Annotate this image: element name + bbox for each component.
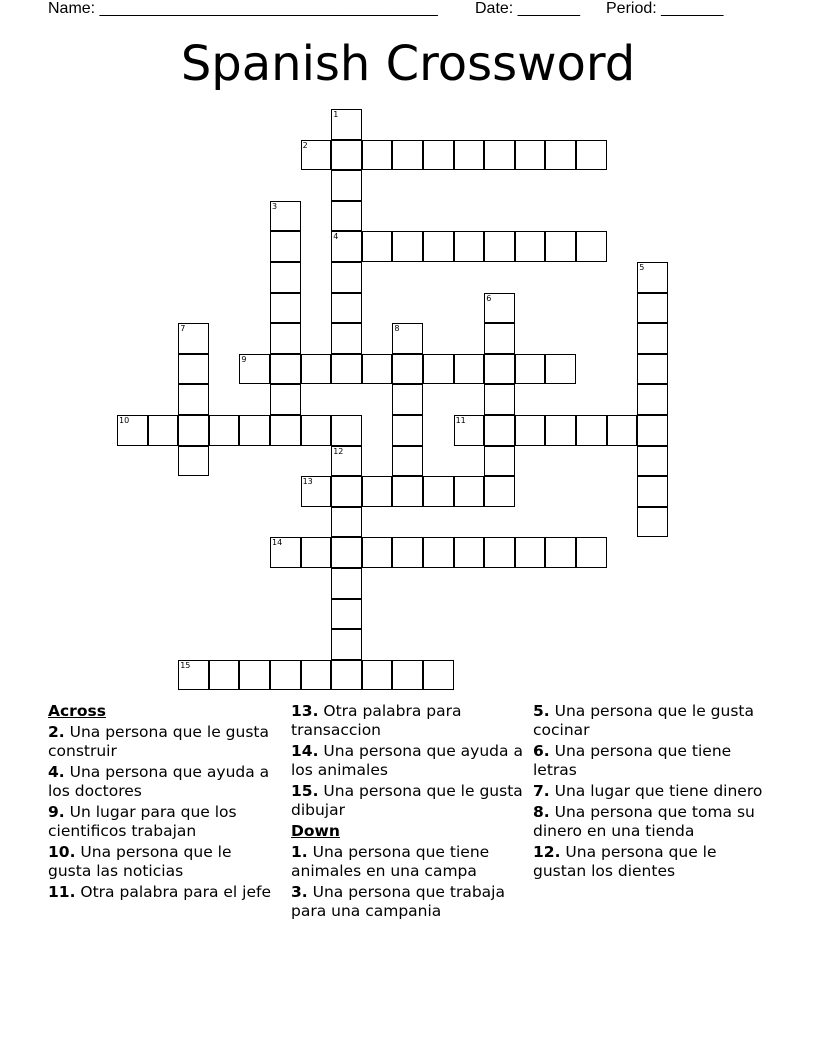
- crossword-cell[interactable]: [392, 476, 423, 507]
- clue-down-7: 7. Una lugar que tiene dinero: [533, 782, 763, 800]
- crossword-cell[interactable]: [301, 476, 332, 507]
- name-field[interactable]: Name: ______________________________________: [48, 0, 438, 17]
- crossword-cell[interactable]: [331, 568, 362, 599]
- crossword-cell[interactable]: [392, 354, 423, 385]
- crossword-cell[interactable]: [362, 476, 393, 507]
- crossword-cell[interactable]: [637, 415, 668, 446]
- crossword-cell[interactable]: [362, 231, 393, 262]
- crossword-cell[interactable]: [178, 660, 209, 691]
- crossword-cell[interactable]: [270, 354, 301, 385]
- crossword-cell[interactable]: [331, 323, 362, 354]
- crossword-cell[interactable]: [392, 323, 423, 354]
- clue-down-12: 12. Una persona que le gustan los dientes: [533, 843, 717, 880]
- crossword-cell[interactable]: [362, 140, 393, 171]
- crossword-cell[interactable]: [239, 415, 270, 446]
- clue-across-14: 14. Una persona que ayuda a los animales: [291, 742, 523, 779]
- clue-across-10: 10. Una persona que le gusta las noticias: [48, 843, 232, 880]
- crossword-cell[interactable]: [270, 201, 301, 232]
- crossword-cell[interactable]: [545, 354, 576, 385]
- crossword-cell[interactable]: [454, 140, 485, 171]
- crossword-cell[interactable]: [576, 415, 607, 446]
- crossword-cell[interactable]: [362, 537, 393, 568]
- crossword-cell[interactable]: [331, 201, 362, 232]
- crossword-cell[interactable]: [301, 537, 332, 568]
- crossword-cell[interactable]: [637, 323, 668, 354]
- crossword-cell[interactable]: [515, 354, 546, 385]
- crossword-cell[interactable]: [515, 140, 546, 171]
- crossword-cell[interactable]: [484, 446, 515, 477]
- crossword-cell[interactable]: [545, 537, 576, 568]
- clue-number: 11: [455, 416, 466, 425]
- crossword-cell[interactable]: [423, 476, 454, 507]
- crossword-cell[interactable]: [270, 262, 301, 293]
- crossword-cell[interactable]: [515, 537, 546, 568]
- crossword-cell[interactable]: [209, 415, 240, 446]
- crossword-cell[interactable]: [423, 140, 454, 171]
- crossword-cell[interactable]: [270, 660, 301, 691]
- crossword-cell[interactable]: [607, 415, 638, 446]
- crossword-cell[interactable]: [209, 660, 240, 691]
- down-heading: Down: [291, 822, 340, 840]
- crossword-cell[interactable]: [270, 323, 301, 354]
- crossword-cell[interactable]: [331, 629, 362, 660]
- period-field[interactable]: Period: _______: [606, 0, 724, 17]
- crossword-cell[interactable]: [362, 660, 393, 691]
- clue-number: 5: [639, 263, 645, 272]
- crossword-cell[interactable]: [484, 537, 515, 568]
- crossword-cell[interactable]: [576, 537, 607, 568]
- crossword-cell[interactable]: [576, 231, 607, 262]
- clue-number: 15: [180, 660, 191, 670]
- clue-number: 8: [394, 324, 400, 334]
- crossword-cell[interactable]: [454, 231, 485, 262]
- crossword-cell[interactable]: [392, 537, 423, 568]
- date-field[interactable]: Date: _______: [475, 0, 580, 17]
- clue-number: 2: [302, 140, 308, 150]
- crossword-cell[interactable]: [148, 415, 179, 446]
- crossword-cell[interactable]: [637, 476, 668, 507]
- crossword-cell[interactable]: [545, 415, 576, 446]
- crossword-cell[interactable]: [331, 446, 362, 477]
- crossword-cell[interactable]: [515, 231, 546, 262]
- crossword-cell[interactable]: [484, 476, 515, 507]
- clue-number: 13: [302, 477, 313, 487]
- clue-column-2: [291, 702, 526, 923]
- clue-across-4: 4. Una persona que ayuda a los doctores: [48, 763, 270, 800]
- student-info-header: [0, 0, 816, 22]
- clue-down-3: 3. Una persona que trabaja para una campania: [291, 883, 505, 920]
- crossword-cell[interactable]: [484, 354, 515, 385]
- crossword-cell[interactable]: [545, 140, 576, 171]
- page-title: Spanish Crossword: [180, 36, 636, 92]
- crossword-cell[interactable]: [178, 415, 209, 446]
- crossword-cell[interactable]: [239, 660, 270, 691]
- clue-across-11: 11. Otra palabra para el jefe: [48, 883, 272, 901]
- crossword-cell[interactable]: [331, 537, 362, 568]
- crossword-cell[interactable]: [331, 599, 362, 630]
- crossword-cell[interactable]: [637, 384, 668, 415]
- crossword-cell[interactable]: [270, 415, 301, 446]
- crossword-cell[interactable]: [454, 415, 485, 446]
- crossword-cell[interactable]: [270, 537, 301, 568]
- crossword-cell[interactable]: [484, 293, 515, 324]
- clue-across-15: 15. Una persona que le gusta dibujar: [291, 782, 523, 819]
- crossword-cell[interactable]: [331, 293, 362, 324]
- crossword-cell[interactable]: [637, 262, 668, 293]
- crossword-cell[interactable]: [484, 323, 515, 354]
- clue-across-9: 9. Un lugar para que los cientificos trabajan: [48, 803, 237, 840]
- crossword-cell[interactable]: [423, 537, 454, 568]
- crossword-cell[interactable]: [331, 507, 362, 538]
- crossword-cell[interactable]: [301, 354, 332, 385]
- crossword-cell[interactable]: [392, 384, 423, 415]
- crossword-cell[interactable]: [484, 231, 515, 262]
- crossword-cell[interactable]: [423, 231, 454, 262]
- crossword-cell[interactable]: [484, 415, 515, 446]
- crossword-cell[interactable]: [331, 170, 362, 201]
- crossword-cell[interactable]: [423, 660, 454, 691]
- clue-down-5: 5. Una persona que le gusta cocinar: [533, 702, 754, 739]
- crossword-cell[interactable]: [270, 293, 301, 324]
- crossword-cell[interactable]: [454, 354, 485, 385]
- clue-number: 1: [333, 110, 339, 119]
- crossword-cell[interactable]: [178, 384, 209, 415]
- crossword-cell[interactable]: [576, 140, 607, 171]
- clue-column-3: [533, 702, 773, 883]
- crossword-cell[interactable]: [331, 660, 362, 691]
- clue-across-2: 2. Una persona que le gusta construir: [48, 723, 269, 760]
- clue-number: 12: [333, 446, 344, 456]
- crossword-cell[interactable]: [178, 323, 209, 354]
- crossword-cell[interactable]: [392, 231, 423, 262]
- crossword-cell[interactable]: [270, 231, 301, 262]
- crossword-cell[interactable]: [392, 140, 423, 171]
- crossword-cell[interactable]: [270, 384, 301, 415]
- crossword-cell[interactable]: [454, 537, 485, 568]
- crossword-cell[interactable]: [484, 140, 515, 171]
- crossword-cell[interactable]: [637, 507, 668, 538]
- crossword-cell[interactable]: [362, 354, 393, 385]
- crossword-cell[interactable]: [301, 415, 332, 446]
- crossword-cell[interactable]: [484, 384, 515, 415]
- crossword-cell[interactable]: [637, 293, 668, 324]
- crossword-cell[interactable]: [178, 446, 209, 477]
- crossword-cell[interactable]: [178, 354, 209, 385]
- clue-number: 7: [180, 324, 186, 334]
- crossword-cell[interactable]: [637, 446, 668, 477]
- clue-number: 14: [272, 538, 283, 548]
- crossword-cell[interactable]: [515, 415, 546, 446]
- crossword-cell[interactable]: [545, 231, 576, 262]
- clue-number: 4: [333, 232, 339, 242]
- crossword-cell[interactable]: [331, 140, 362, 171]
- crossword-cell[interactable]: [392, 446, 423, 477]
- crossword-cell[interactable]: [331, 354, 362, 385]
- crossword-cell[interactable]: [331, 415, 362, 446]
- crossword-cell[interactable]: [331, 476, 362, 507]
- crossword-cell[interactable]: [301, 140, 332, 171]
- across-heading: Across: [48, 702, 106, 720]
- clue-number: 10: [119, 416, 130, 425]
- crossword-cell[interactable]: [423, 354, 454, 385]
- clue-number: 6: [486, 293, 492, 303]
- crossword-cell[interactable]: [301, 660, 332, 691]
- clue-across-13: 13. Otra palabra para transaccion: [291, 702, 462, 739]
- crossword-cell[interactable]: [117, 415, 148, 446]
- crossword-cell[interactable]: [392, 415, 423, 446]
- crossword-cell[interactable]: [637, 354, 668, 385]
- clue-down-6: 6. Una persona que tiene letras: [533, 742, 732, 779]
- crossword-cell[interactable]: [331, 262, 362, 293]
- clue-down-8: 8. Una persona que toma su dinero en una tienda: [533, 803, 755, 840]
- clue-number: 9: [241, 354, 247, 364]
- clue-down-1: 1. Una persona que tiene animales en una campa: [291, 843, 490, 880]
- clue-column-1: [48, 702, 273, 904]
- clue-number: 3: [272, 201, 278, 211]
- crossword-cell[interactable]: [331, 109, 362, 140]
- crossword-cell[interactable]: [239, 354, 270, 385]
- crossword-cell[interactable]: [392, 660, 423, 691]
- crossword-cell[interactable]: [454, 476, 485, 507]
- crossword-cell[interactable]: [331, 231, 362, 262]
